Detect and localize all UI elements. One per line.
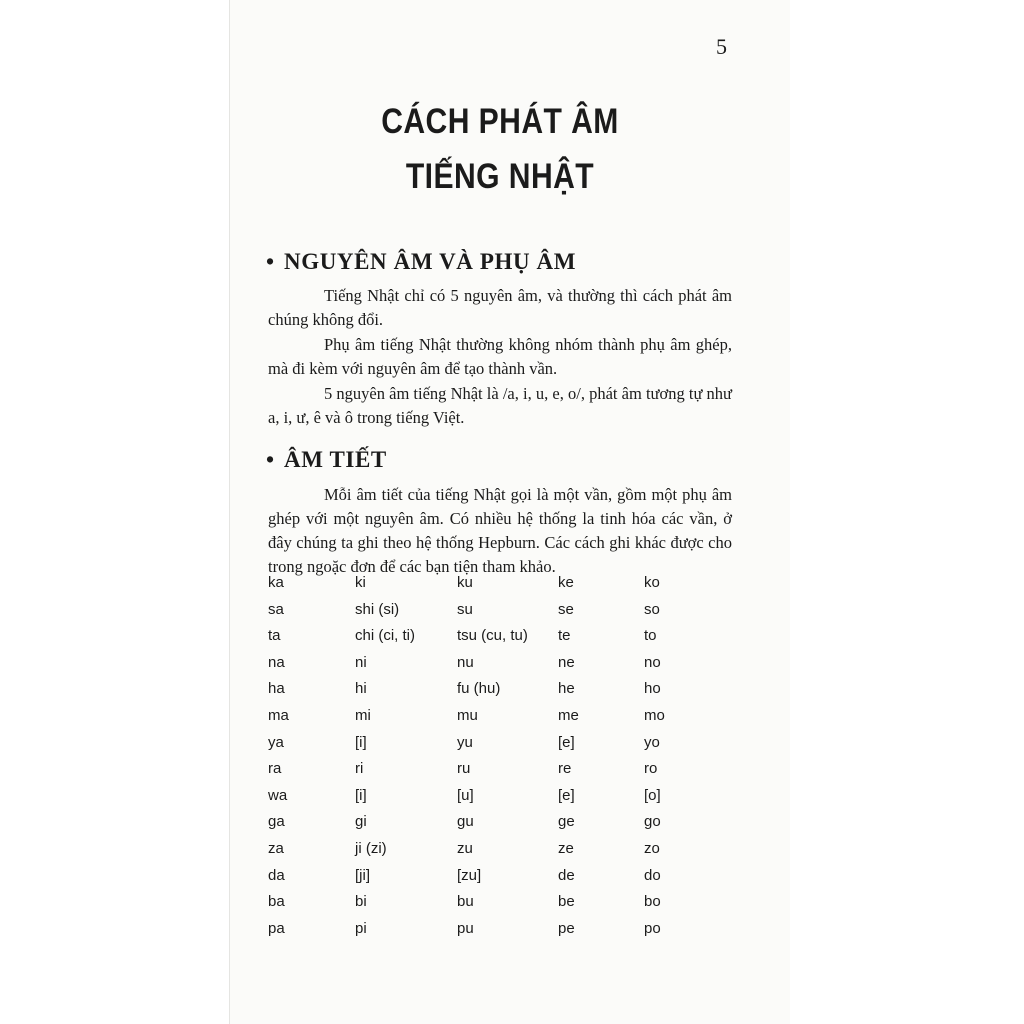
syllable-cell: ro [644,760,658,778]
syllable-cell: mi [355,706,371,724]
syllable-cell: yu [457,733,473,751]
bullet-icon: • [266,447,275,472]
page-number: 5 [716,34,727,59]
syllable-cell: po [644,919,661,937]
syllable-cell: ya [268,733,284,751]
syllable-cell: yo [644,733,660,751]
syllable-cell: ni [355,653,367,671]
syllable-cell: gi [355,813,367,831]
syllable-cell: ko [644,574,660,591]
syllable-cell: [i] [355,786,367,804]
syllable-cell: mu [457,706,478,724]
syllable-cell: gu [457,813,474,831]
syllable-cell: ga [268,813,285,831]
syllable-cell: ki [355,574,366,591]
syllable-cell: nu [457,653,474,671]
syllable-cell: [e] [558,786,575,804]
syllable-cell: da [268,866,285,884]
book-page [230,0,790,1024]
syllable-cell: te [558,627,571,645]
page-title-line-1: CÁCH PHÁT ÂM [381,102,619,141]
syllable-cell: se [558,600,574,618]
syllable-cell: pu [457,919,474,937]
syllable-cell: ta [268,627,281,645]
syllable-cell: bu [457,893,474,911]
syllable-cell: ge [558,813,575,831]
syllable-cell: he [558,680,575,698]
syllable-cell: tsu (cu, tu) [457,627,528,645]
syllable-cell: re [558,760,572,778]
section-heading-vowels-consonants [266,249,576,275]
syllable-cell: wa [268,786,288,804]
syllable-cell: ne [558,653,575,671]
syllable-cell: ri [355,760,364,778]
syllable-cell: ha [268,680,285,698]
syllable-cell: ze [558,839,574,857]
syllable-cell: bo [644,893,661,911]
syllable-cell: ru [457,760,471,778]
syllable-cell: hi [355,680,367,698]
syllable-cell: na [268,653,285,671]
syllable-cell: mo [644,706,665,724]
paragraph: Phụ âm tiếng Nhật thường không nhóm thành phụ âm ghép, mà đi kèm với nguyên âm để tạo thành vần. [268,335,732,378]
syllable-cell: [u] [457,786,474,804]
syllable-cell: ji (zi) [355,839,387,857]
syllable-cell: ra [268,760,282,778]
syllable-cell: ho [644,680,661,698]
syllable-cell: shi (si) [355,600,400,618]
syllable-cell: [i] [355,733,367,751]
paragraph: Tiếng Nhật chỉ có 5 nguyên âm, và thường thì cách phát âm chúng không đổi. [268,286,732,329]
syllable-cell: [e] [558,733,575,751]
bullet-icon: • [266,249,275,274]
syllable-cell: za [268,839,284,857]
syllable-cell: sa [268,600,284,618]
paragraph: 5 nguyên âm tiếng Nhật là /a, i, u, e, o/, phát âm tương tự như a, i, ư, ê và ô trong tiếng Việt. [268,384,732,427]
syllable-cell: do [644,866,661,884]
syllable-cell: zu [457,839,473,857]
syllable-cell: bi [355,893,367,911]
syllable-cell: go [644,813,661,831]
syllable-cell: [o] [644,786,661,804]
syllable-cell: no [644,653,661,671]
syllable-cell: to [644,627,657,645]
syllable-cell: me [558,706,579,724]
syllable-cell: be [558,893,575,911]
syllable-cell: ka [268,574,284,591]
syllable-cell: pa [268,919,285,937]
paragraph: Mỗi âm tiết của tiếng Nhật gọi là một vần, gồm một phụ âm ghép với một nguyên âm. Có nhiều hệ thống la tinh hóa các vần, ở đây chúng ta ghi theo hệ thống Hepburn. Các cách ghi khác được cho trong ngoặc đơn để các bạn tiện tham khảo. [268,485,732,576]
section-heading-syllables [266,447,387,473]
page-title-line-2: TIẾNG NHẬT [405,157,595,196]
syllable-cell: pi [355,919,367,937]
syllable-cell: ku [457,574,473,591]
syllable-cell: ma [268,706,289,724]
syllable-cell: [zu] [457,866,482,884]
syllable-cell: ke [558,574,574,591]
syllable-cell: ba [268,893,285,911]
syllable-cell: [ji] [355,866,370,884]
syllable-cell: fu (hu) [457,680,501,698]
syllable-cell: pe [558,919,575,937]
syllable-cell: de [558,866,575,884]
syllable-cell: chi (ci, ti) [355,627,415,645]
section-heading-text: ÂM TIẾT [284,447,387,472]
syllable-cell: zo [644,839,660,857]
syllable-cell: so [644,600,660,618]
section-heading-text: NGUYÊN ÂM VÀ PHỤ ÂM [284,249,577,274]
syllable-cell: su [457,600,473,618]
